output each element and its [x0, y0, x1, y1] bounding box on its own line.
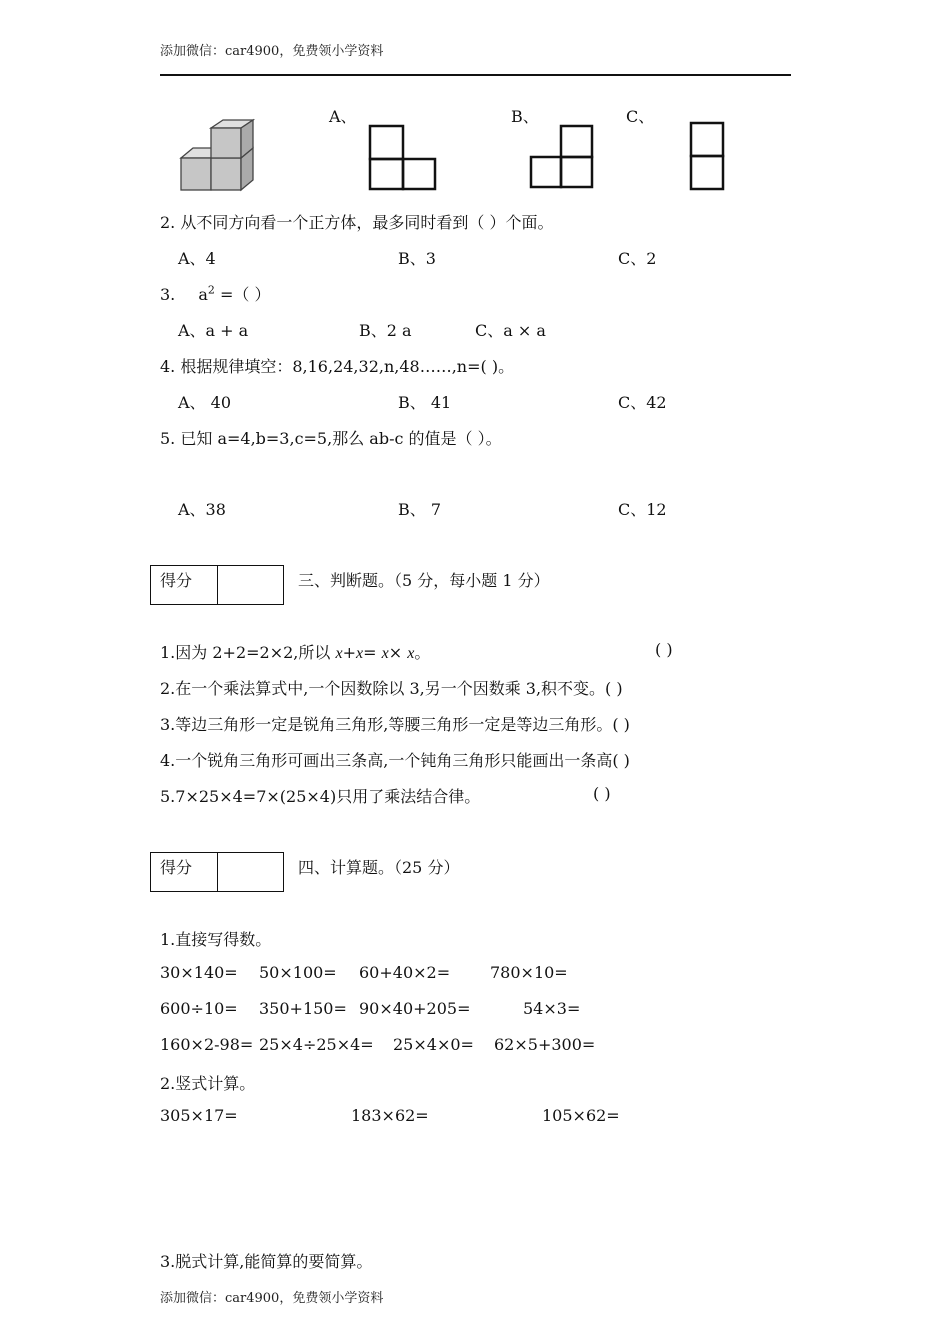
section-4-title: 四、计算题。（25 分）: [298, 858, 460, 877]
judge-item-4: 4.一个锐角三角形可画出三条高,一个钝角三角形只能画出一条高( ): [160, 751, 630, 770]
q3-base: a: [198, 285, 208, 304]
calc-item: 25×4÷25×4=: [259, 1035, 374, 1054]
calc-item: 160×2-98=: [160, 1035, 254, 1054]
q2-option-c: C、2: [618, 249, 657, 268]
calc-part-3-title: 3.脱式计算,能简算的要简算。: [160, 1252, 373, 1271]
question-2: 2. 从不同方向看一个正方体，最多同时看到（ ）个面。: [160, 213, 554, 232]
vertical-calc-item: 183×62=: [351, 1106, 429, 1125]
stacked-cubes-figure: [178, 120, 258, 200]
view-option-b: [529, 124, 599, 194]
option-b-label: B、: [511, 107, 539, 126]
calc-item: 90×40+205=: [359, 999, 471, 1018]
q4-option-c: C、42: [618, 393, 667, 412]
calc-item: 25×4×0=: [393, 1035, 474, 1054]
judge-item-5: 5.7×25×4=7×(25×4)只用了乘法结合律。: [160, 787, 481, 806]
q4-option-a: A、 40: [178, 393, 232, 412]
q3-option-c: C、a × a: [475, 321, 546, 340]
option-a-label: A、: [329, 107, 357, 126]
calc-item: 30×140=: [160, 963, 238, 982]
calc-item: 780×10=: [490, 963, 568, 982]
q5-option-b: B、 7: [398, 500, 442, 519]
page-footer: 添加微信：car4900，免费领小学资料: [160, 1291, 384, 1306]
calc-item: 50×100=: [259, 963, 337, 982]
judge-item-5-answer[interactable]: ( ): [593, 784, 611, 803]
q3-option-a: A、a + a: [178, 321, 249, 340]
q5-option-c: C、12: [618, 500, 667, 519]
score-label: 得分: [160, 571, 193, 590]
header-rule: [160, 74, 791, 76]
calc-part-2-title: 2.竖式计算。: [160, 1074, 256, 1093]
q3-number: 3.: [160, 285, 176, 304]
judge-item-1: 1.因为 2+2=2×2,所以 x+x= x× x。: [160, 643, 431, 662]
q2-option-a: A、4: [178, 249, 216, 268]
q3-option-b: B、2 a: [359, 321, 412, 340]
view-option-a: [368, 124, 438, 194]
question-3: [160, 282, 271, 305]
question-4: 4. 根据规律填空：8,16,24,32,n,48……,n=( )。: [160, 357, 515, 376]
judge-item-2: 2.在一个乘法算式中,一个因数除以 3,另一个因数乘 3,积不变。( ): [160, 679, 623, 698]
calc-item: 350+150=: [259, 999, 347, 1018]
page-header: 添加微信：car4900，免费领小学资料: [160, 44, 384, 59]
score-label: 得分: [160, 858, 193, 877]
score-box-section-4[interactable]: [150, 852, 284, 892]
judge-item-1-answer[interactable]: ( ): [655, 640, 673, 659]
vertical-calc-item: 305×17=: [160, 1106, 238, 1125]
q2-option-b: B、3: [398, 249, 436, 268]
q3-exponent: 2: [207, 283, 215, 297]
calc-item: 600÷10=: [160, 999, 238, 1018]
calc-part-1-title: 1.直接写得数。: [160, 930, 272, 949]
q3-rest: =（ ）: [220, 285, 271, 304]
judge-item-3: 3.等边三角形一定是锐角三角形,等腰三角形一定是等边三角形。( ): [160, 715, 630, 734]
question-5: 5. 已知 a=4,b=3,c=5,那么 ab-c 的值是（ ）。: [160, 429, 502, 448]
calc-item: 54×3=: [523, 999, 581, 1018]
vertical-calc-item: 105×62=: [542, 1106, 620, 1125]
calc-item: 60+40×2=: [359, 963, 451, 982]
option-c-label: C、: [626, 107, 655, 126]
section-3-title: 三、判断题。（5 分，每小题 1 分）: [298, 571, 550, 590]
view-option-c: [689, 121, 729, 193]
score-box-section-3[interactable]: [150, 565, 284, 605]
calc-item: 62×5+300=: [494, 1035, 596, 1054]
q5-option-a: A、38: [178, 500, 226, 519]
q4-option-b: B、 41: [398, 393, 452, 412]
